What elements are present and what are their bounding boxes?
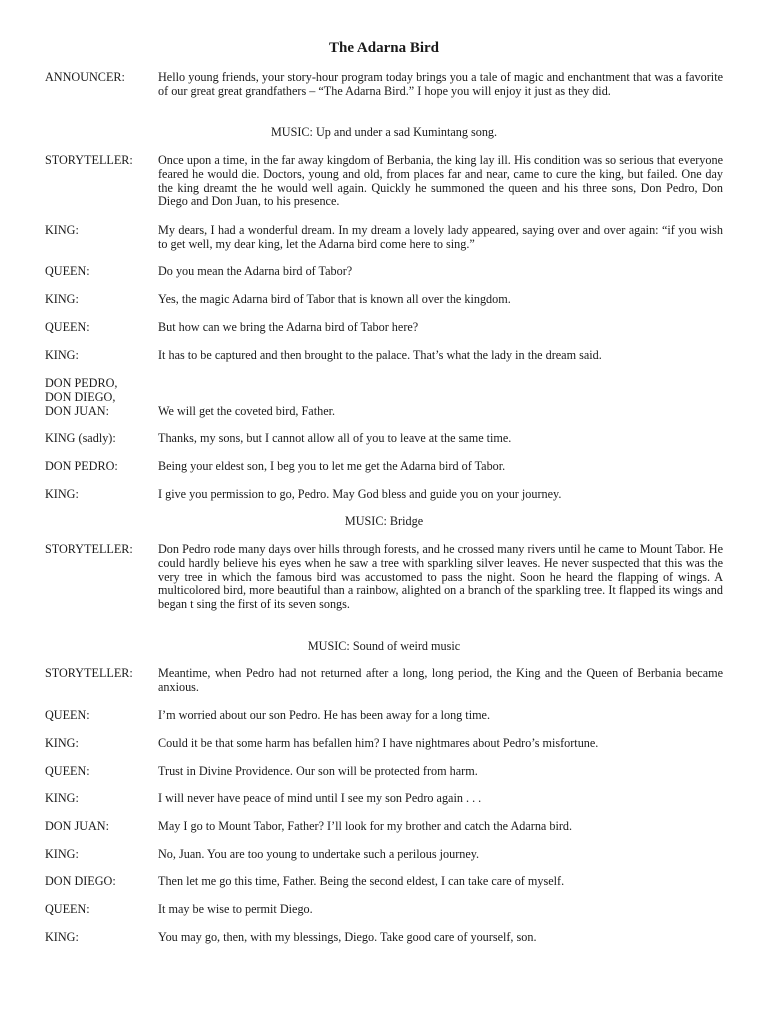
dialogue-line: Once upon a time, in the far away kingdom of Berbania, the king lay ill. His condition was so serious that everyone feared he would die. Doctors, young and old, from places far and near, came to cure the king, but failed. One day the king dreamt the he would well again. Quickly he summoned the queen and his three sons, Don Pedro, Don Diego and Don Juan, to his presence. — [158, 153, 723, 209]
speaker-label: KING: — [45, 487, 79, 501]
dialogue-line: I give you permission to go, Pedro. May God bless and guide you on your journey. — [158, 487, 562, 501]
dialogue-entry — [45, 820, 723, 834]
dialogue-entry — [45, 931, 723, 945]
dialogue-entry — [45, 377, 723, 418]
dialogue-line: Meantime, when Pedro had not returned after a long, long period, the King and the Queen of Berbania became anxious. — [158, 666, 723, 694]
dialogue-line: May I go to Mount Tabor, Father? I’ll look for my brother and catch the Adarna bird. — [158, 819, 573, 833]
dialogue-entry — [45, 875, 723, 889]
dialogue-entry — [45, 543, 723, 612]
dialogue-entry — [45, 667, 723, 695]
dialogue-entry — [45, 792, 723, 806]
dialogue-entry — [45, 848, 723, 862]
dialogue-line: It has to be captured and then brought to the palace. That’s what the lady in the dream said. — [158, 348, 602, 362]
speaker-label: QUEEN: — [45, 902, 90, 916]
dialogue-line: You may go, then, with my blessings, Diego. Take good care of yourself, son. — [158, 930, 537, 944]
dialogue-line: Yes, the magic Adarna bird of Tabor that is known all over the kingdom. — [158, 292, 511, 306]
dialogue-entry — [45, 903, 723, 917]
speaker-label: QUEEN: — [45, 764, 90, 778]
document-title: The Adarna Bird — [328, 40, 440, 56]
dialogue-line: Do you mean the Adarna bird of Tabor? — [158, 264, 353, 278]
dialogue-entry — [45, 709, 723, 723]
speaker-label: KING: — [45, 292, 79, 306]
dialogue-line: I will never have peace of mind until I see my son Pedro again . . . — [158, 791, 482, 805]
speaker-label: DON DIEGO: — [45, 874, 116, 888]
dialogue-line: Thanks, my sons, but I cannot allow all of you to leave at the same time. — [158, 431, 512, 445]
dialogue-entry — [45, 737, 723, 751]
dialogue-line: Trust in Divine Providence. Our son will be protected from harm. — [158, 764, 478, 778]
speaker-label: KING: — [45, 736, 79, 750]
dialogue-line: Don Pedro rode many days over hills through forests, and he crossed many rivers until he came to Mount Tabor. He could hardly believe his eyes when he saw a tree with sparkling silver leaves. He never suspected that this was the very tree in which the famous bird was accustomed to pass the night. Soon he heard the flapping of wings. A multicolored bird, more beautiful than a rainbow, alighted on a branch of the sparkling tree. It flapped its wings and began t sing the first of its seven songs. — [158, 542, 723, 612]
speaker-label: KING: — [45, 847, 79, 861]
dialogue-entry — [45, 765, 723, 779]
speaker-label: QUEEN: — [45, 708, 90, 722]
dialogue-line: No, Juan. You are too young to undertake such a perilous journey. — [158, 847, 480, 861]
dialogue-line: It may be wise to permit Diego. — [158, 902, 313, 916]
music-cue: MUSIC: Up and under a sad Kumintang song. — [270, 125, 498, 139]
speaker-label: KING: — [45, 348, 79, 362]
dialogue-line: My dears, I had a wonderful dream. In my dream a lovely lady appeared, saying over and over again: “if you wish to get well, my dear king, let the Adarna bird come here to sing.” — [158, 223, 723, 251]
dialogue-entry — [45, 71, 723, 99]
dialogue-line: I’m worried about our son Pedro. He has been away for a long time. — [158, 708, 491, 722]
dialogue-line: But how can we bring the Adarna bird of Tabor here? — [158, 320, 419, 334]
dialogue-entry — [45, 224, 723, 252]
speaker-label: DON PEDRO: — [45, 459, 118, 473]
speaker-label: QUEEN: — [45, 320, 90, 334]
speaker-label: KING: — [45, 930, 79, 944]
dialogue-line: Being your eldest son, I beg you to let me get the Adarna bird of Tabor. — [158, 459, 506, 473]
speaker-label: KING (sadly): — [45, 431, 116, 445]
dialogue-line: Hello young friends, your story-hour program today brings you a tale of magic and enchantment that was a favorite of our great great grandfathers – “The Adarna Bird.” I hope you will enjoy it just as they did. — [158, 70, 723, 98]
dialogue-line: Could it be that some harm has befallen him? I have nightmares about Pedro’s misfortune. — [158, 736, 599, 750]
dialogue-entry — [45, 321, 723, 335]
music-cue: MUSIC: Sound of weird music — [307, 639, 461, 653]
music-cue: MUSIC: Bridge — [344, 514, 424, 528]
dialogue-entry — [45, 488, 723, 502]
dialogue-entry — [45, 265, 723, 279]
dialogue-line: Then let me go this time, Father. Being the second eldest, I can take care of myself. — [158, 874, 565, 888]
dialogue-entry — [45, 349, 723, 363]
speaker-label: ANNOUNCER: — [45, 70, 125, 84]
dialogue-line: We will get the coveted bird, Father. — [158, 403, 336, 418]
speaker-label: DON JUAN: — [45, 819, 109, 833]
dialogue-entry — [45, 460, 723, 474]
speaker-label: QUEEN: — [45, 264, 90, 278]
speaker-label: KING: — [45, 223, 79, 237]
speaker-label: STORYTELLER: — [45, 666, 133, 680]
speaker-label: DON PEDRO, DON DIEGO, DON JUAN: — [45, 376, 118, 418]
dialogue-entry — [45, 432, 723, 446]
dialogue-entry — [45, 293, 723, 307]
speaker-label: STORYTELLER: — [45, 153, 133, 167]
dialogue-entry — [45, 154, 723, 209]
speaker-label: STORYTELLER: — [45, 542, 133, 556]
speaker-label: KING: — [45, 791, 79, 805]
